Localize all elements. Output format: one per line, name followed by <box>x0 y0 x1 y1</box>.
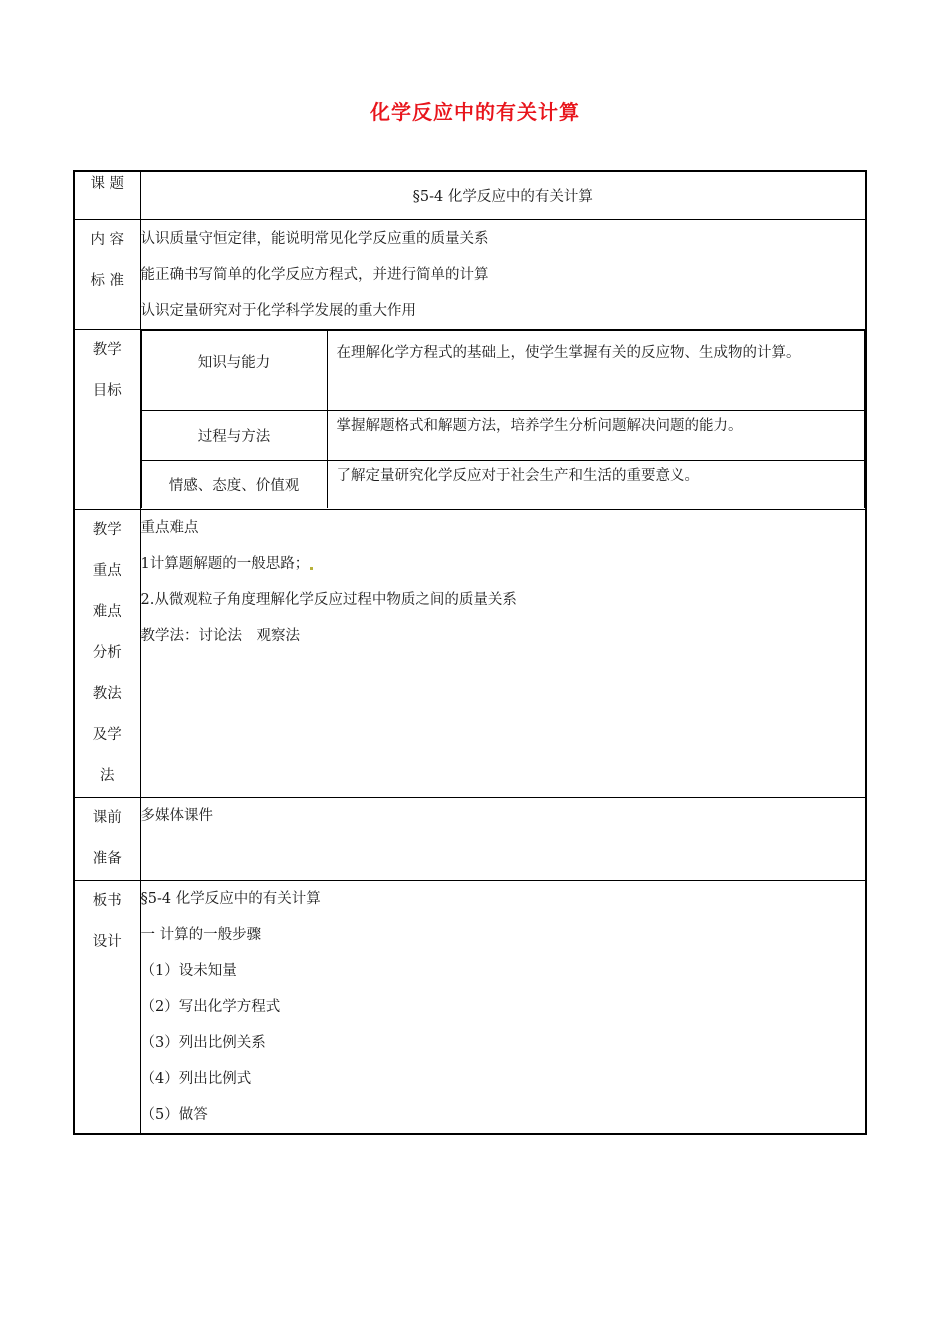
board-item: （4）列出比例式 <box>140 1070 252 1087</box>
analysis-item: 2.从微观粒子角度理解化学反应过程中物质之间的质量关系 <box>140 591 517 608</box>
standards-content <box>140 219 866 329</box>
goals-content <box>140 329 866 509</box>
analysis-label-line: 重点 <box>92 562 122 579</box>
prep-label-line: 课前 <box>92 809 122 826</box>
prep-label-line: 准备 <box>92 850 122 867</box>
standards-label-line: 内 容 <box>90 231 125 248</box>
topic-value: §5-4 化学反应中的有关计算 <box>140 171 866 219</box>
row-analysis <box>74 509 866 797</box>
row-prep <box>74 797 866 880</box>
goal-row <box>141 410 865 460</box>
goal-name: 情感、态度、价值观 <box>141 460 327 508</box>
board-item: 一 计算的一般步骤 <box>140 926 262 943</box>
goal-text: 了解定量研究化学反应对于社会生产和生活的重要意义。 <box>327 460 865 508</box>
analysis-heading <box>141 510 866 546</box>
row-board <box>74 880 866 1134</box>
goal-text: 在理解化学方程式的基础上，使学生掌握有关的反应物、生成物的计算。 <box>327 330 865 410</box>
board-item: （3）列出比例关系 <box>140 1034 266 1051</box>
analysis-item-text: 1计算题解题的一般思路； <box>140 555 310 572</box>
topic-label: 课 题 <box>74 171 140 219</box>
standards-item: 能正确书写简单的化学反应方程式，并进行简单的计算 <box>140 266 489 283</box>
analysis-label-line: 分析 <box>92 644 122 661</box>
board-label <box>74 880 140 1134</box>
board-label-line: 设计 <box>92 933 122 950</box>
analysis-label <box>74 509 140 797</box>
document-title: 化学反应中的有关计算 <box>370 100 580 124</box>
analysis-content <box>140 509 866 797</box>
goal-text: 掌握解题格式和解题方法，培养学生分析问题解决问题的能力。 <box>327 410 865 460</box>
analysis-label-line: 法 <box>100 767 115 784</box>
analysis-label-line: 难点 <box>92 603 122 620</box>
analysis-item: 教学法：讨论法 观察法 <box>140 627 300 644</box>
goal-row <box>141 330 865 410</box>
goals-label <box>74 329 140 509</box>
lesson-plan-table <box>73 170 867 1135</box>
board-item: （2）写出化学方程式 <box>140 998 281 1015</box>
prep-label <box>74 797 140 880</box>
goal-name: 知识与能力 <box>141 330 327 410</box>
analysis-label-line: 教法 <box>92 685 122 702</box>
row-standards <box>74 219 866 329</box>
marker-dot <box>310 567 313 570</box>
row-goals <box>74 329 866 509</box>
analysis-label-line: 教学 <box>92 521 122 538</box>
standards-label <box>74 219 140 329</box>
board-item: （1）设未知量 <box>140 962 237 979</box>
goal-row <box>141 460 865 508</box>
standards-item: 认识质量守恒定律，能说明常见化学反应重的质量关系 <box>140 230 489 247</box>
board-label-line: 板书 <box>92 892 122 909</box>
goals-subtable <box>141 330 866 509</box>
standards-item: 认识定量研究对于化学科学发展的重大作用 <box>140 302 416 319</box>
goals-label-line: 目标 <box>92 382 122 399</box>
analysis-item <box>141 546 866 582</box>
board-item: （5）做答 <box>140 1106 208 1123</box>
goal-name: 过程与方法 <box>141 410 327 460</box>
standards-label-line: 标 准 <box>90 272 125 289</box>
prep-value: 多媒体课件 <box>140 807 213 824</box>
analysis-label-line: 及学 <box>92 726 122 743</box>
prep-content <box>140 797 866 880</box>
analysis-heading-text: 重点难点 <box>140 519 199 536</box>
goals-label-line: 教学 <box>92 341 122 358</box>
board-item: §5-4 化学反应中的有关计算 <box>140 890 321 907</box>
row-topic <box>74 171 866 219</box>
board-content <box>140 880 866 1134</box>
